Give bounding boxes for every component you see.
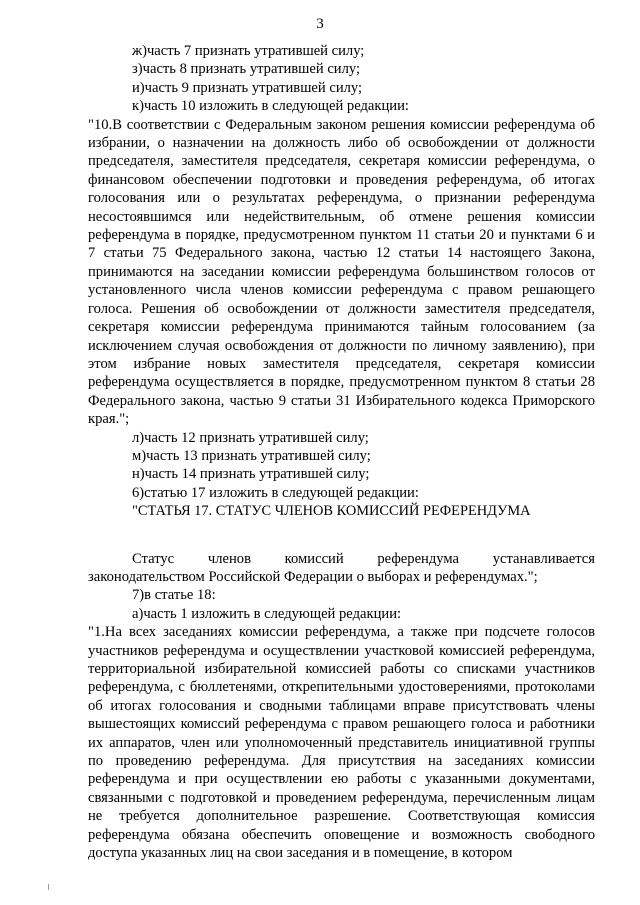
scan-mark bbox=[48, 884, 49, 890]
article-17-text: Статус членов комиссий референдума устанавливается законодательством Российской Федерации о выборах и референдумах."; bbox=[88, 550, 595, 585]
list-item: к)часть 10 изложить в следующей редакции: bbox=[132, 98, 409, 115]
quoted-part-10: "10.В соответствии с Федеральным законом решения комиссии референдума об избрании, о назначении на должность либо об освобождении от должности председателя, заместителя председателя, секретаря комиссии референдума, о финансовом обеспечении подготовки и проведения референдума, об итогах голосования или о результатах референдума, о признании референдума несостоявшимся или недействительным, об отмене решения комиссии референдума в порядке, предусмотренном пунктом 11 статьи 20 и пунктами 6 и 7 статьи 75 Федерального закона, частью 12 статьи 14 настоящего Закона, принимаются на заседании комиссии референдума большинством голосов от установленного числа членов комиссии референдума с правом решающего голоса. Решения об освобождении от должности заместителя председателя, секретаря комиссии референдума принимаются тайным голосованием (за исключением случая освобождения от должности по личному заявлению), при этом избрание новых заместителя председателя, секретаря комиссии референдума осуществляется в порядке, предусмотренном пунктом 8 статьи 28 Федерального закона, частью 9 статьи 31 Избирательного кодекса Приморского края."; bbox=[88, 116, 595, 428]
list-item: м)часть 13 признать утратившей силу; bbox=[132, 447, 371, 464]
list-item: 6)статью 17 изложить в следующей редакции: bbox=[132, 484, 419, 501]
list-item: л)часть 12 признать утратившей силу; bbox=[132, 429, 369, 446]
list-item: н)часть 14 признать утратившей силу; bbox=[132, 466, 370, 483]
page-number: 3 bbox=[316, 16, 324, 32]
list-item: и)часть 9 признать утратившей силу; bbox=[132, 79, 363, 96]
blank-line bbox=[88, 521, 595, 550]
list-item: ж)часть 7 признать утратившей силу; bbox=[132, 43, 365, 59]
list-item: а)часть 1 изложить в следующей редакции: bbox=[132, 605, 402, 622]
list-item: з)часть 8 признать утратившей силу; bbox=[132, 61, 361, 78]
quoted-part-18-1: "1.На всех заседаниях комиссии референдума, а также при подсчете голосов участников референдума и осуществлении участковой комиссией референдума, территориальной избирательной комиссией работы со списками участников референдума, с бюллетенями, открепительными удостоверениями, протоколами об итогах голосования и сводными таблицами вправе присутствовать члены вышестоящих комиссий референдума с правом решающего голоса и работники их аппаратов, член или уполномоченный представитель инициативной группы по проведению референдума. Для присутствия на заседаниях комиссии референдума и при осуществлении ею работы с указанными документами, связанными с подготовкой и проведением референдума, перечисленным лицам не требуется дополнительное разрешение. Соответствующая комиссия референдума обязана обеспечить оповещение и возможность свободного доступа указанных лиц на свои заседания и в помещение, в котором bbox=[88, 624, 595, 862]
document-body bbox=[88, 42, 595, 862]
list-item: 7)в статье 18: bbox=[132, 587, 216, 604]
article-17-heading: "СТАТЬЯ 17. СТАТУС ЧЛЕНОВ КОМИССИЙ РЕФЕРЕНДУМА bbox=[132, 503, 531, 520]
